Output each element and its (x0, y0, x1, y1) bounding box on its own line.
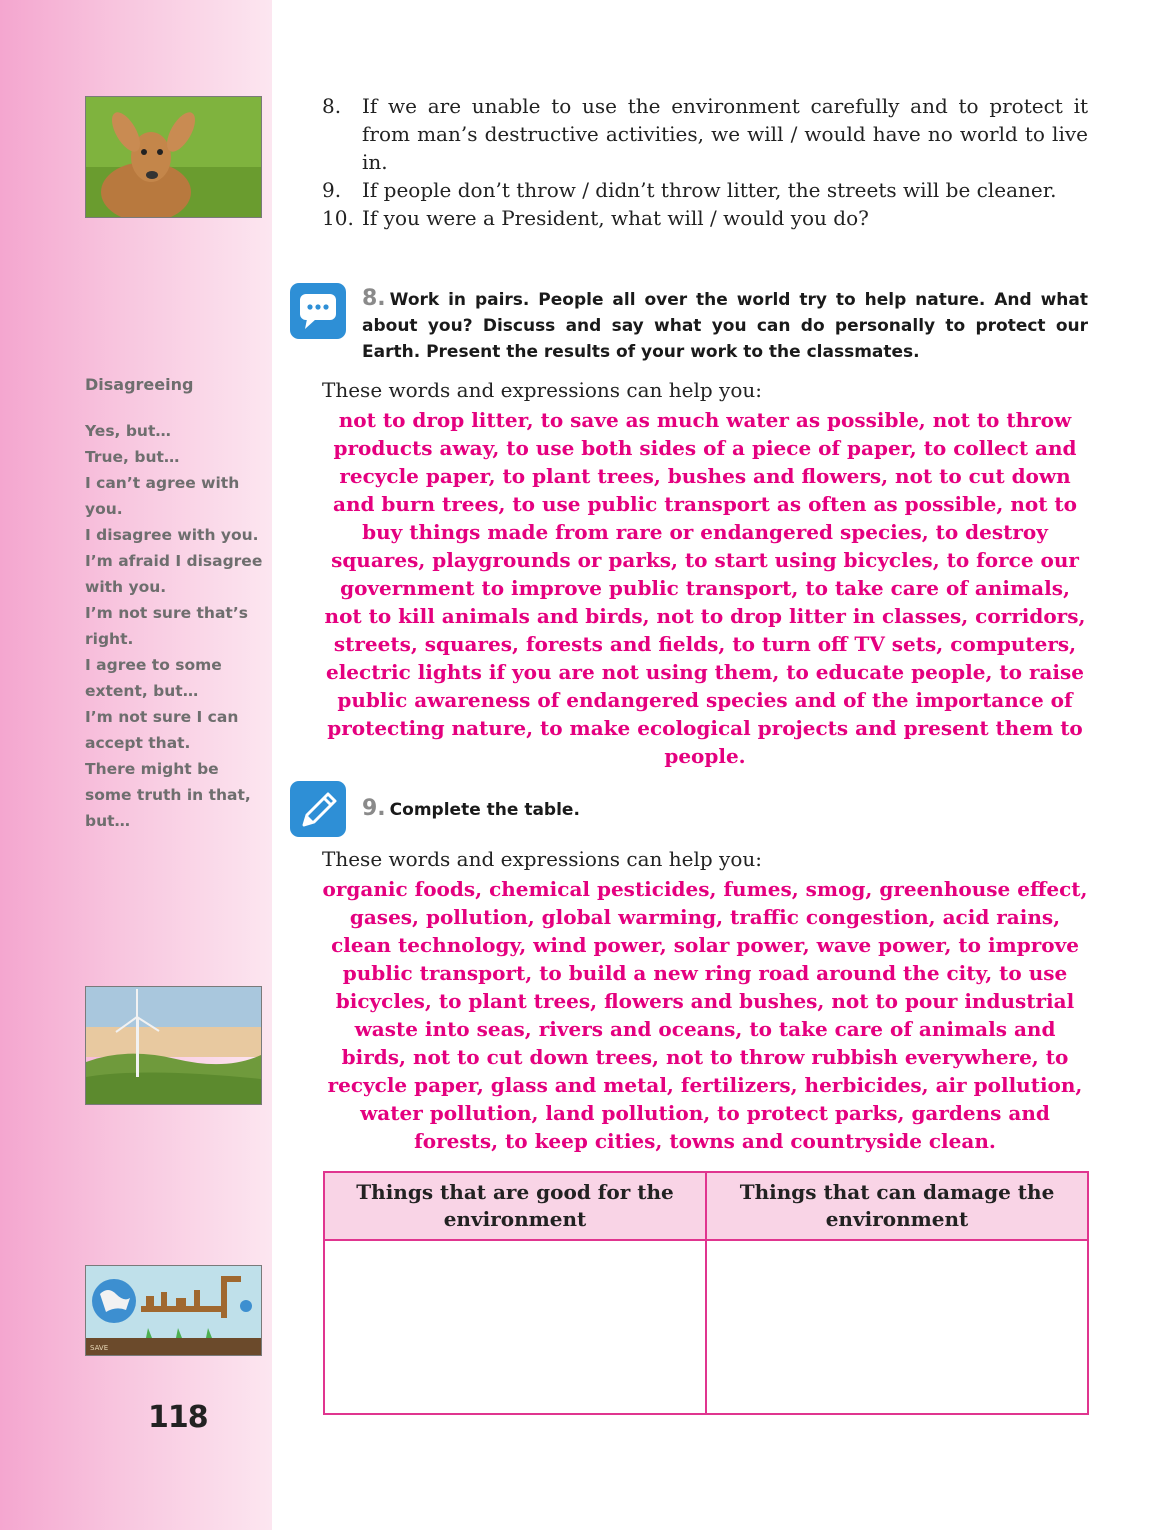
sentence-text: If we are unable to use the environment carefully and to protect it from man’s destructive activities, we will / would have no world to live in. (362, 94, 1088, 174)
environment-table (323, 1171, 1089, 1415)
sentence-text: If people don’t throw / didn’t throw litter, the streets will be cleaner. (362, 178, 1057, 202)
sentence-number: 10. (322, 206, 354, 230)
task-number: 8. (362, 286, 386, 311)
table-header-good: Things that are good for the environment (324, 1172, 706, 1240)
sentence-text: If you were a President, what will / would you do? (362, 206, 869, 230)
task-text: Work in pairs. People all over the world try to help nature. And what about you? Discuss and say what you can do personally to protect our Earth. Present the results of your work to the classmates. (362, 290, 1088, 362)
phrase: I agree to some extent, but… (85, 656, 222, 700)
task-8-instruction (362, 286, 1088, 365)
helper-label: These words and expressions can help you: (322, 847, 762, 871)
wind-turbine-photo (85, 986, 262, 1105)
phrase: I’m afraid I disagree with you. (85, 552, 263, 596)
sentence-number: 9. (322, 178, 342, 202)
phrase: I can’t agree with you. (85, 474, 240, 518)
eco-illustration (85, 1265, 262, 1356)
sidebar-title: Disagreeing (85, 375, 194, 394)
phrase-list (85, 418, 265, 834)
page-number: 118 (148, 1400, 208, 1435)
sentence-number: 8. (322, 94, 342, 118)
task-9-instruction (362, 796, 1088, 823)
phrase: I disagree with you. (85, 526, 259, 544)
sentence (322, 176, 1088, 204)
vocabulary-list-2: organic foods, chemical pesticides, fumes, smog, greenhouse effect, gases, pollution, global warming, traffic congestion, acid rains, clean technology, wind power, solar power, wave power, to improve public transport, to build a new ring road around the city, to use bicycles, to plant trees, flowers and bushes, not to pour industrial waste into seas, rivers and oceans, to take care of animals and birds, not to cut down trees, not to throw rubbish everywhere, to recycle paper, glass and metal, fertilizers, herbicides, air pollution, water pollution, land pollution, to protect parks, gardens and forests, to keep cities, towns and countryside clean. (322, 877, 1088, 1153)
pen-icon (290, 781, 346, 837)
phrase: Yes, but… (85, 422, 171, 440)
phrase: There might be some truth in that, but… (85, 760, 251, 830)
vocabulary-list-1: not to drop litter, to save as much water as possible, not to throw products away, to use both sides of a piece of paper, to collect and recycle paper, to plant trees, bushes and flowers, not to cut down and burn trees, to use public transport as often as possible, not to buy things made from rare or endangered species, to destroy squares, playgrounds or parks, to start using bicycles, to force our government to improve public transport, to take care of animals, not to kill animals and birds, not to drop litter in classes, corridors, streets, squares, forests and fields, to turn off TV sets, computers, electric lights if you are not using them, to educate people, to raise public awareness of endangered species and of the importance of protecting nature, to make ecological projects and present them to people. (324, 408, 1086, 768)
table-cell-good[interactable] (324, 1240, 706, 1414)
task-text: Complete the table. (389, 800, 580, 820)
sentence (322, 204, 1088, 232)
task-number: 9. (362, 796, 386, 821)
deer-photo (85, 96, 262, 218)
eco-caption: SAVE (90, 1344, 109, 1352)
table-header-damage: Things that can damage the environment (706, 1172, 1088, 1240)
helper-label: These words and expressions can help you: (322, 378, 762, 402)
phrase: I’m not sure that’s right. (85, 604, 248, 648)
speech-bubble-icon (290, 283, 346, 339)
phrase: I’m not sure I can accept that. (85, 708, 239, 752)
phrase: True, but… (85, 448, 180, 466)
sentence-list (322, 92, 1088, 232)
table-cell-damage[interactable] (706, 1240, 1088, 1414)
sentence (322, 92, 1088, 176)
